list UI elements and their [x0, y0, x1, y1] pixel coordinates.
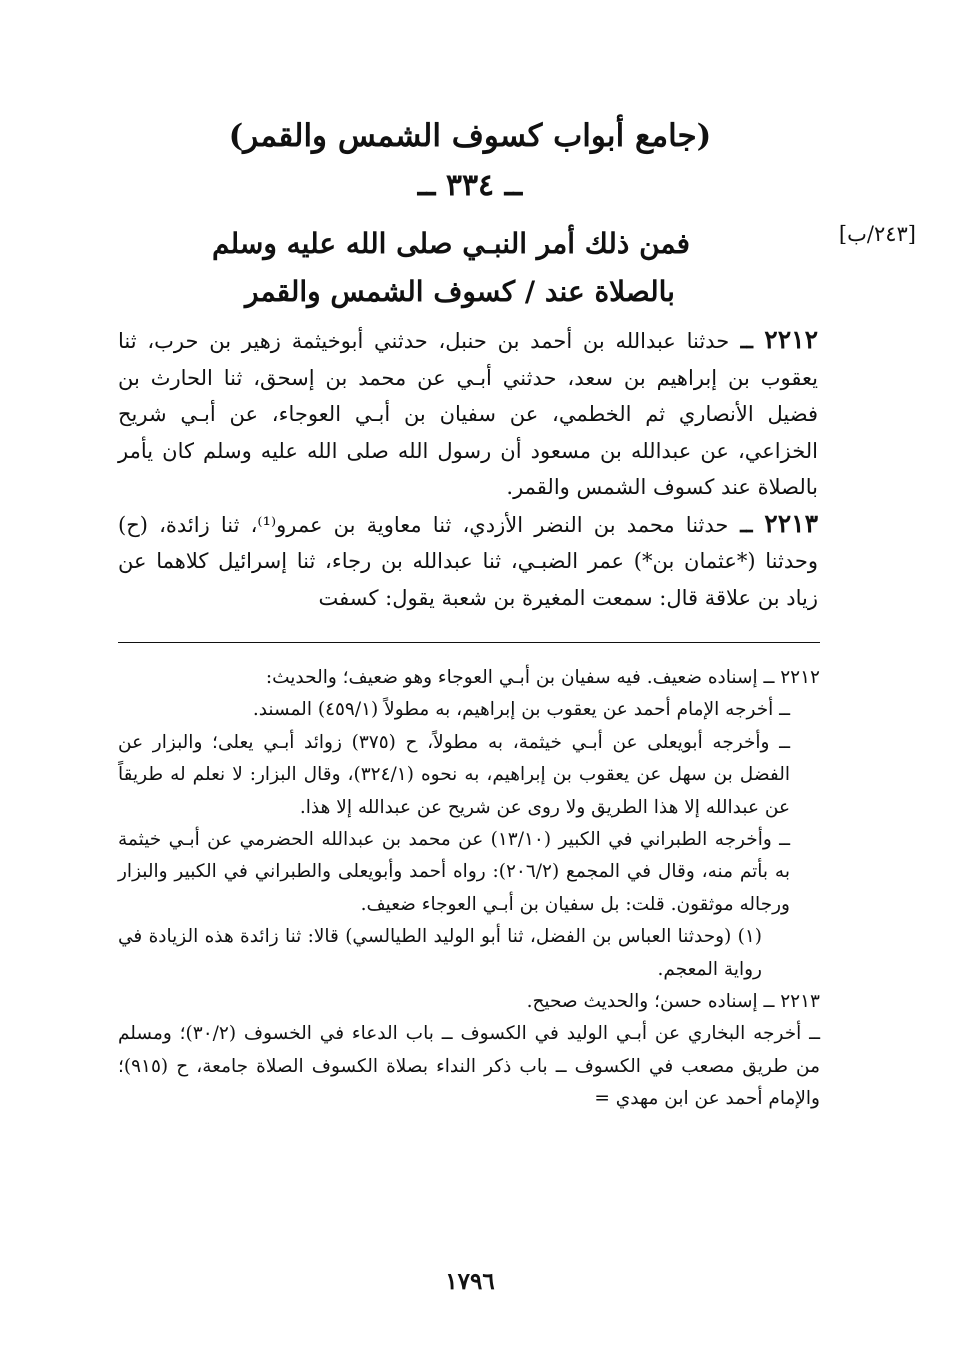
note-2212-head: ٢٢١٢ ــ إسناده ضعيف. فيه سفيان بن أبـي العوجاء وهو ضعيف؛ والحديث:	[265, 667, 820, 688]
hadith-dash: ــ	[729, 328, 765, 353]
note-2212-item: ــ وأخرجه أبويعلى عن أبـي خيثمة، به مطولاً، ح (٣٧٥) زوائد أبـي يعلى؛ والبزار عن الفضل بن سهل عن يعقوب بن إبراهيم، به نحوه (٣٢٤/١)، وقال البزار: لا نعلم له طريقاً عن عبدالله إلا هذا الطريق ولا روى عن شريح عن عبدالله إلا هذا.	[118, 731, 790, 818]
main-text	[118, 322, 818, 616]
note-2213-item: ــ أخرجه البخاري عن أبـي الوليد في الكسوف ــ باب الدعاء في الخسوف (٣٠/٢)؛ ومسلم من طريق مصعب في الكسوف ــ باب ذكر النداء بصلاة الكسوف الصلاة جامعة، ح (٩١٥)؛ والإمام أحمد عن ابن مهدي =	[118, 1023, 820, 1110]
hadith-2213	[118, 506, 818, 617]
footnote-divider	[118, 642, 820, 643]
page-number: ١٧٩٦	[445, 1268, 495, 1295]
section-number: ــ ٣٣٤ ــ	[417, 168, 523, 203]
footnote-1: (١) (وحدثنا العباس بن الفضل، ثنا أبو الوليد الطيالسي) قالا: ثنا زائدة هذه الزيادة في رواية المعجم.	[118, 926, 762, 980]
section-heading	[212, 220, 690, 316]
footnotes	[118, 662, 820, 1116]
note-2213-head: ٢٢١٣ ــ إسناده حسن؛ والحديث صحيح.	[526, 991, 820, 1013]
section-heading-line1: فمن ذلك أمر النبـي صلى الله عليه وسلم	[212, 227, 690, 260]
folio-mark: [٢٤٣/ب]	[838, 222, 916, 246]
hadith-text: حدثنا محمد بن النضر الأزدي، ثنا معاوية بن عمرو⁽¹⁾، ثنا زائدة، (ح) وحدثنا (*عثمان بن*) عمر الضبـي، ثنا عبدالله بن رجاء، ثنا إسرائيل كلاهما عن زياد بن علاقة قال: سمعت المغيرة بن شعبة يقول: كسفت	[118, 512, 818, 610]
note-2212-item: ــ أخرجه الإمام أحمد عن يعقوب بن إبراهيم، به مطولاً (٤٥٩/١) المسند.	[252, 699, 790, 721]
hadith-number: ٢٢١٣	[764, 508, 818, 538]
hadith-number: ٢٢١٢	[764, 325, 818, 354]
chapter-title: (جامع أبواب كسوف الشمس والقمر)	[228, 118, 712, 154]
hadith-text: حدثنا عبدالله بن أحمد بن حنبل، حدثني أبوخيثمة زهير بن حرب، ثنا يعقوب بن إبراهيم بن سعد، حدثني أبـي عن محمد بن إسحق، ثنا الحارث بن فضيل الأنصاري ثم الخطمي، عن سفيان بن أبـي العوجاء، عن أبـي شريح الخزاعي، عن عبدالله بن مسعود أن رسول الله صلى الله عليه وسلم كان يأمر بالصلاة عند كسوف الشمس والقمر.	[118, 329, 818, 499]
hadith-2212	[118, 322, 818, 506]
hadith-dash: ــ	[728, 511, 765, 537]
note-2212-item: ــ وأخرجه الطبراني في الكبير (١٣/١٠) عن محمد بن عبدالله الحضرمي عن أبـي خيثمة به بأتم منه، وقال في المجمع (٢٠٦/٢): رواه أحمد وأبويعلى والطبراني في الكبير والبزار ورجاله موثقون. قلت: بل سفيان بن أبـي العوجاء ضعيف.	[118, 829, 790, 915]
section-heading-line2: بالصلاة عند / كسوف الشمس والقمر	[245, 275, 675, 308]
